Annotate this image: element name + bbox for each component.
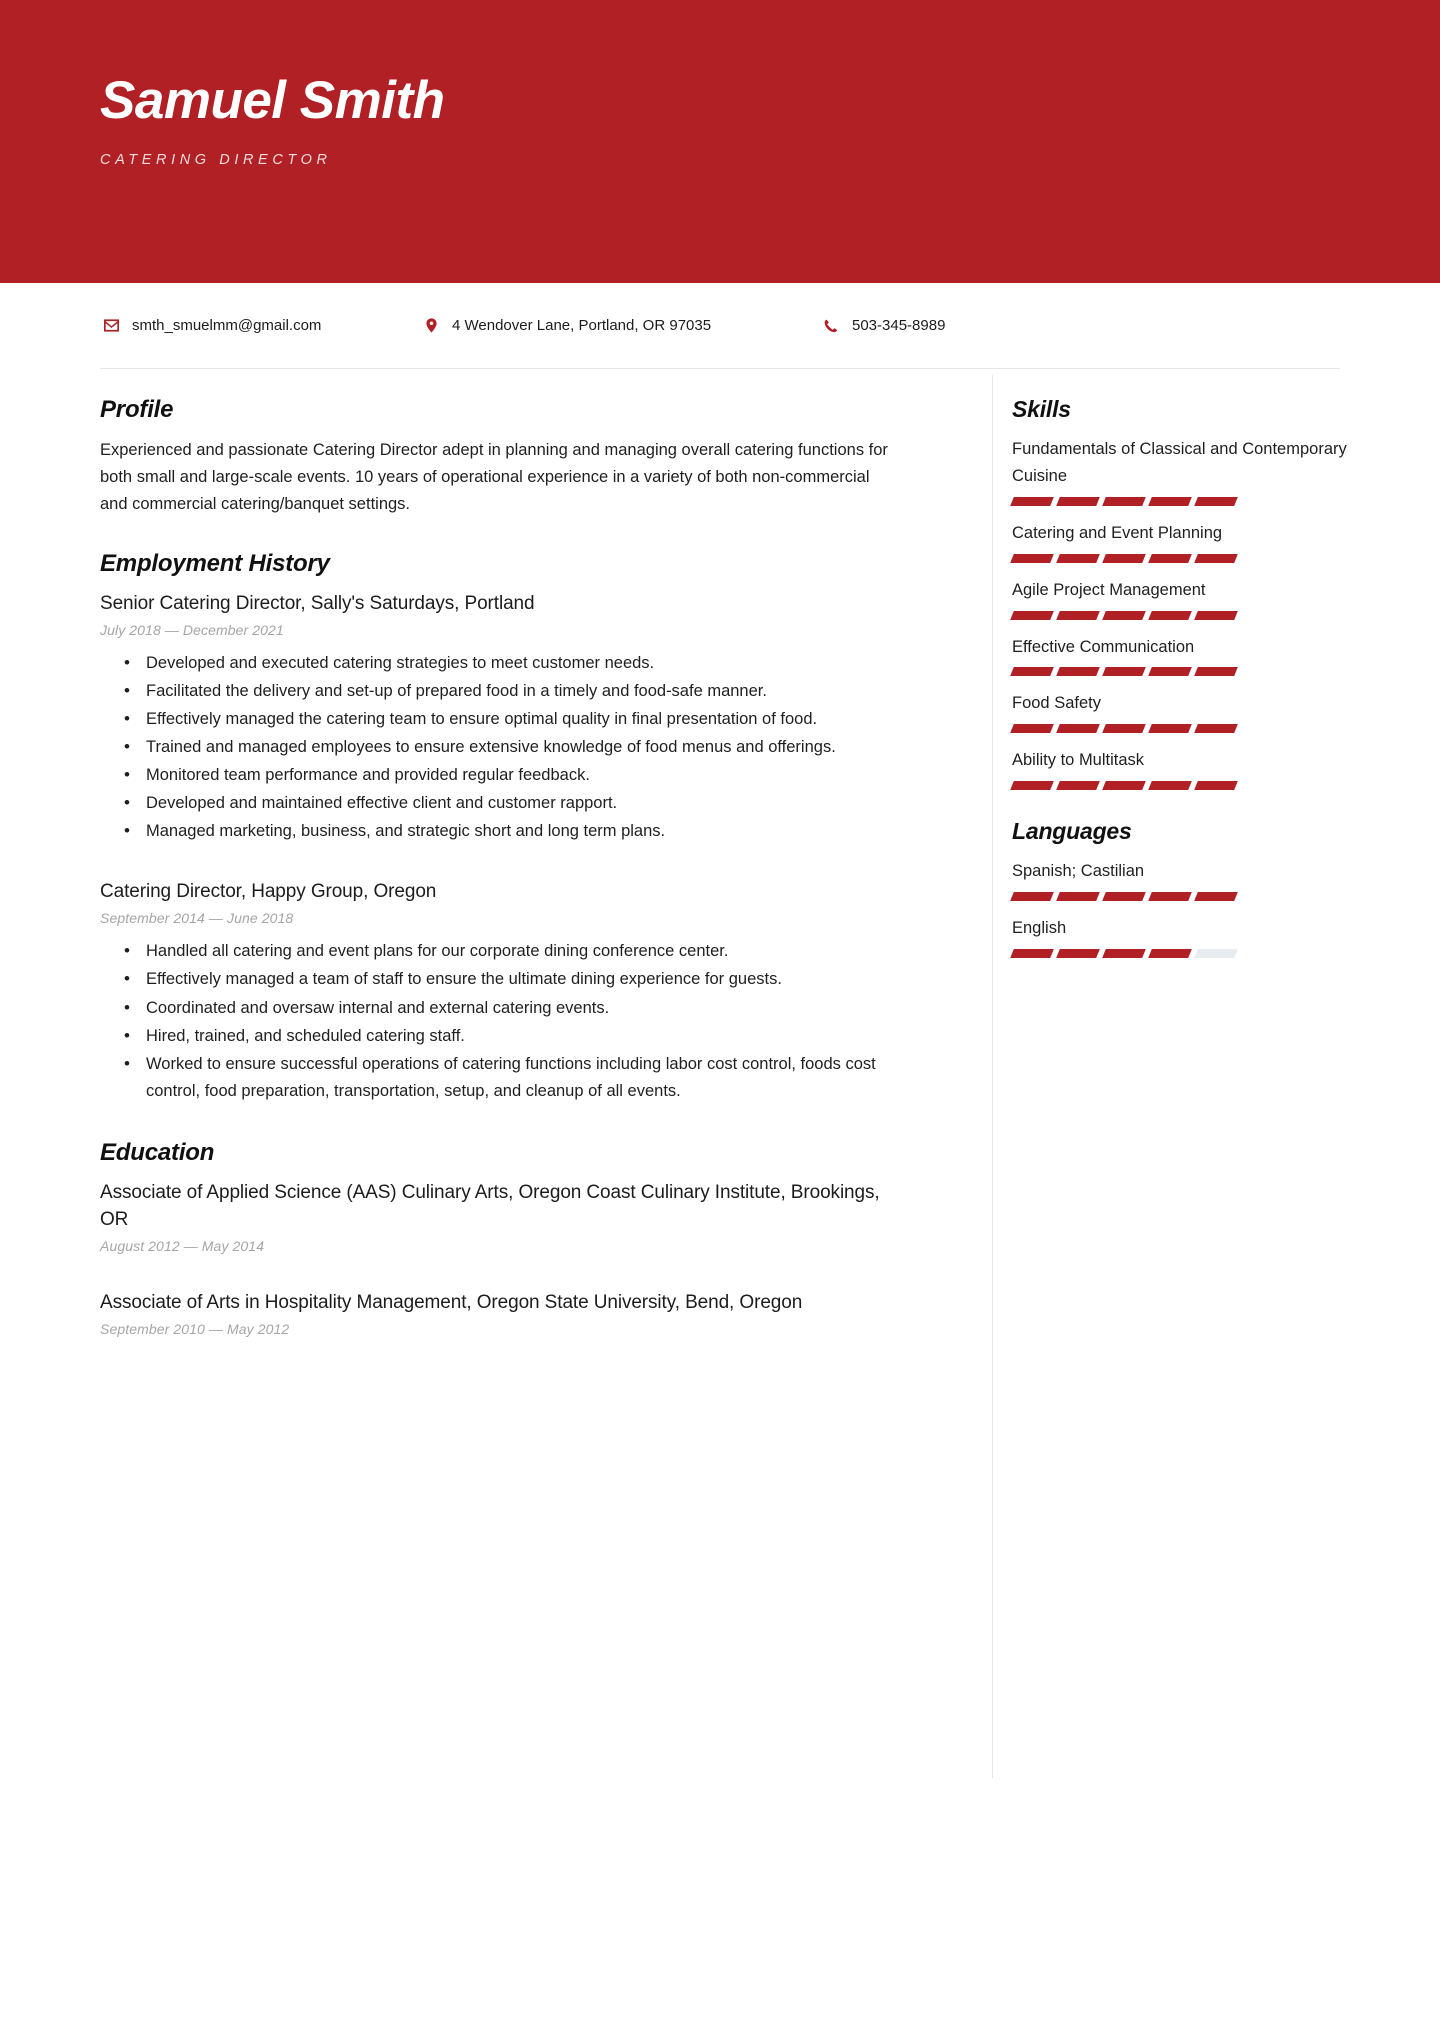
skill-item-label: Food Safety xyxy=(1012,694,1101,713)
contact-address-text: 4 Wendover Lane, Portland, OR 97035 xyxy=(452,317,712,334)
section-skills xyxy=(1012,396,1365,790)
contact-phone[interactable] xyxy=(820,317,1120,334)
employment-heading: Employment History xyxy=(100,550,330,578)
job-dates: September 2014 — June 2018 xyxy=(100,910,294,927)
rating-segment xyxy=(1102,611,1146,620)
section-languages xyxy=(1012,818,1365,958)
languages-list xyxy=(1012,858,1365,958)
skill-item-rating-bar xyxy=(1012,667,1236,676)
job-bullet-list xyxy=(100,650,890,845)
language-item-rating-bar xyxy=(1012,949,1236,958)
profile-text: Experienced and passionate Catering Director adept in planning and managing overall catering functions for both small and large-scale events. 10 years of operational experience in a variety of both non-commercial and commercial catering/banquet settings. xyxy=(100,441,888,514)
contact-bar xyxy=(0,283,1440,368)
section-education xyxy=(100,1139,890,1337)
list-item: • Handled all catering and event plans for our corporate dining conference center. xyxy=(144,938,890,965)
list-item: • Effectively managed a team of staff to ensure the ultimate dining experience for guests. xyxy=(144,966,890,993)
education-title: Associate of Arts in Hospitality Management, Oregon State University, Bend, Oregon xyxy=(100,1291,803,1313)
list-item: • Developed and executed catering strategies to meet customer needs. xyxy=(144,650,890,677)
rating-segment xyxy=(1010,497,1054,506)
rating-segment xyxy=(1102,554,1146,563)
job-entry xyxy=(100,879,890,1104)
rating-segment xyxy=(1148,781,1192,790)
rating-segment xyxy=(1148,892,1192,901)
rating-segment xyxy=(1148,724,1192,733)
rating-segment xyxy=(1148,611,1192,620)
rating-segment xyxy=(1056,554,1100,563)
rating-segment xyxy=(1056,724,1100,733)
rating-segment xyxy=(1194,554,1238,563)
skill-item-label: Effective Communication xyxy=(1012,637,1195,656)
list-item: • Developed and maintained effective client and customer rapport. xyxy=(144,790,890,817)
contact-email[interactable] xyxy=(100,317,420,334)
header-job-title: CATERING DIRECTOR xyxy=(100,152,332,169)
education-dates: August 2012 — May 2014 xyxy=(100,1237,265,1254)
section-employment-history xyxy=(100,550,890,1105)
rating-segment xyxy=(1194,667,1238,676)
skill-item-label: Ability to Multitask xyxy=(1012,751,1145,770)
skills-heading: Skills xyxy=(1012,396,1071,422)
skill-item xyxy=(1012,747,1365,790)
contact-phone-text: 503-345-8989 xyxy=(852,317,946,334)
list-item: • Coordinated and oversaw internal and external catering events. xyxy=(144,995,890,1022)
rating-segment xyxy=(1056,497,1100,506)
skill-item-rating-bar xyxy=(1012,554,1236,563)
skill-item-label: Agile Project Management xyxy=(1012,580,1206,599)
rating-segment xyxy=(1194,892,1238,901)
resume-header xyxy=(0,0,1440,283)
rating-segment xyxy=(1148,554,1192,563)
skill-item xyxy=(1012,577,1365,620)
phone-icon xyxy=(820,319,842,333)
list-item: • Trained and managed employees to ensure extensive knowledge of food menus and offerings. xyxy=(144,734,890,761)
job-title: Senior Catering Director, Sally's Saturdays, Portland xyxy=(100,593,535,615)
rating-segment xyxy=(1194,724,1238,733)
skill-item-label: Fundamentals of Classical and Contemporary Cuisine xyxy=(1012,440,1347,485)
envelope-icon xyxy=(100,319,122,332)
education-heading: Education xyxy=(100,1138,215,1166)
skill-item xyxy=(1012,520,1365,563)
rating-segment xyxy=(1102,497,1146,506)
education-title: Associate of Applied Science (AAS) Culinary Arts, Oregon Coast Culinary Institute, Brookings, OR xyxy=(100,1181,880,1230)
rating-segment xyxy=(1010,554,1054,563)
rating-segment xyxy=(1102,667,1146,676)
skill-item-rating-bar xyxy=(1012,497,1236,506)
skill-item xyxy=(1012,634,1365,677)
list-item: • Worked to ensure successful operations of catering functions including labor cost control, foods cost control, food preparation, transportation, setup, and cleanup of all events. xyxy=(144,1051,890,1105)
rating-segment xyxy=(1056,781,1100,790)
list-item: • Managed marketing, business, and strategic short and long term plans. xyxy=(144,818,890,845)
rating-segment xyxy=(1102,781,1146,790)
skill-item-rating-bar xyxy=(1012,724,1236,733)
list-item: • Facilitated the delivery and set-up of prepared food in a timely and food-safe manner. xyxy=(144,678,890,705)
list-item: • Effectively managed the catering team to ensure optimal quality in final presentation of food. xyxy=(144,706,890,733)
rating-segment xyxy=(1102,949,1146,958)
rating-segment xyxy=(1056,892,1100,901)
rating-segment xyxy=(1194,611,1238,620)
rating-segment xyxy=(1010,781,1054,790)
rating-segment xyxy=(1194,497,1238,506)
rating-segment xyxy=(1148,497,1192,506)
rating-segment xyxy=(1194,781,1238,790)
rating-segment xyxy=(1056,611,1100,620)
page-title: Samuel Smith xyxy=(100,71,445,130)
rating-segment xyxy=(1102,724,1146,733)
education-entry xyxy=(100,1180,890,1254)
resume-body xyxy=(0,368,1440,1347)
contact-email-text: smth_smuelmm@gmail.com xyxy=(132,317,322,334)
job-bullet-list xyxy=(100,938,890,1104)
language-item-label: English xyxy=(1012,919,1067,938)
rating-segment xyxy=(1194,949,1238,958)
skill-item xyxy=(1012,436,1365,506)
language-item xyxy=(1012,858,1365,901)
rating-segment xyxy=(1102,892,1146,901)
languages-heading: Languages xyxy=(1012,818,1132,845)
main-column xyxy=(100,396,945,1347)
rating-segment xyxy=(1010,949,1054,958)
skill-item-rating-bar xyxy=(1012,781,1236,790)
profile-heading: Profile xyxy=(100,396,174,423)
rating-segment xyxy=(1056,667,1100,676)
rating-segment xyxy=(1010,724,1054,733)
job-dates: July 2018 — December 2021 xyxy=(100,622,284,639)
map-pin-icon xyxy=(420,318,442,333)
contact-address xyxy=(420,317,820,334)
list-item: • Hired, trained, and scheduled catering staff. xyxy=(144,1023,890,1050)
education-dates: September 2010 — May 2012 xyxy=(100,1320,290,1337)
job-entry xyxy=(100,591,890,845)
language-item xyxy=(1012,915,1365,958)
sidebar-column xyxy=(945,396,1365,1347)
rating-segment xyxy=(1010,611,1054,620)
list-item: • Monitored team performance and provided regular feedback. xyxy=(144,762,890,789)
rating-segment xyxy=(1056,949,1100,958)
skill-item-label: Catering and Event Planning xyxy=(1012,523,1223,542)
language-item-label: Spanish; Castilian xyxy=(1012,862,1145,881)
language-item-rating-bar xyxy=(1012,892,1236,901)
rating-segment xyxy=(1010,892,1054,901)
skill-item xyxy=(1012,690,1365,733)
rating-segment xyxy=(1148,949,1192,958)
skills-list xyxy=(1012,436,1365,790)
section-profile xyxy=(100,396,890,518)
job-title: Catering Director, Happy Group, Oregon xyxy=(100,881,437,903)
rating-segment xyxy=(1148,667,1192,676)
skill-item-rating-bar xyxy=(1012,611,1236,620)
rating-segment xyxy=(1010,667,1054,676)
education-entry xyxy=(100,1290,890,1337)
